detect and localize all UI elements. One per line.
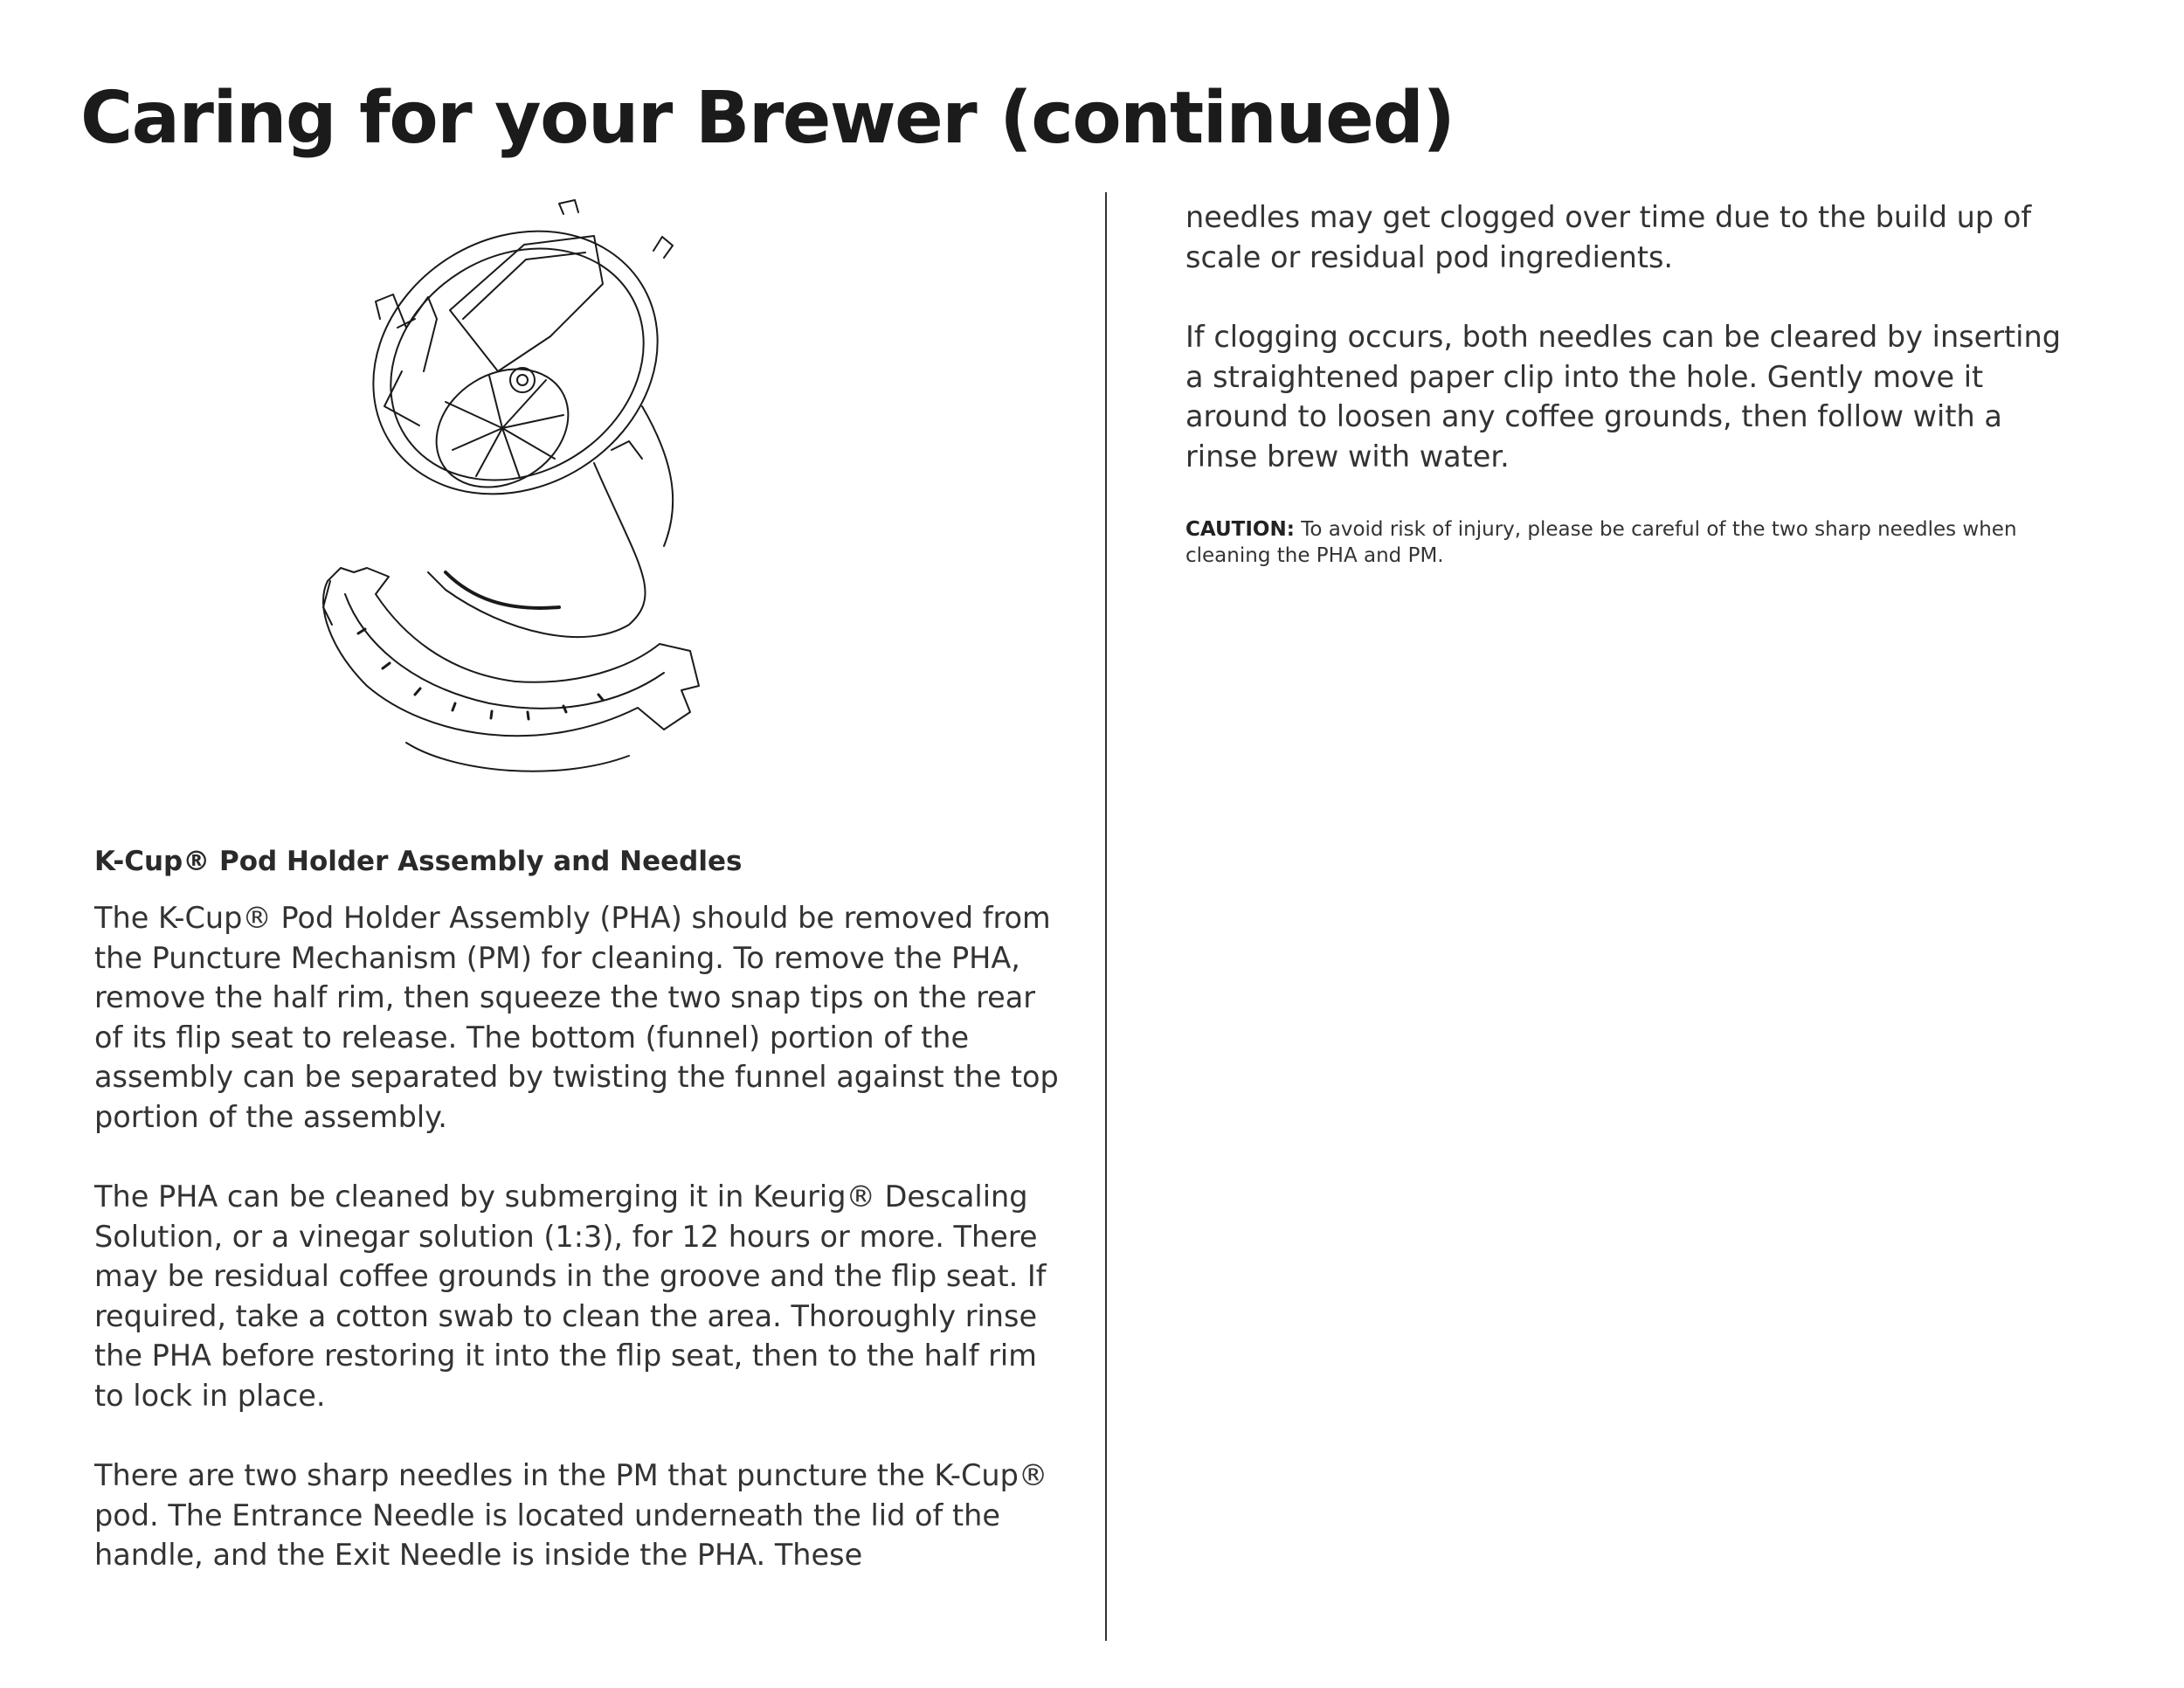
k-cup-pod-holder-assembly-diagram bbox=[297, 197, 751, 799]
rim-notch-left-shape bbox=[384, 371, 419, 425]
inner-window-shape bbox=[450, 236, 603, 371]
paragraph-needles-intro: There are two sharp needles in the PM that puncture the K-Cup® pod. The Entrance Needle is located underneath the lid of the handle, and the Exit Needle is inside the PHA. These bbox=[94, 1458, 1048, 1572]
caution-label: CAUTION: bbox=[1185, 518, 1295, 541]
right-column bbox=[1185, 197, 2077, 569]
exit-needle-hole-shape bbox=[510, 368, 535, 392]
inner-window-edge-shape bbox=[463, 253, 585, 319]
section-heading: K-Cup® Pod Holder Assembly and Needles bbox=[94, 846, 743, 877]
funnel-side-shape bbox=[642, 406, 673, 546]
paragraph-pha-removal: The K-Cup® Pod Holder Assembly (PHA) should be removed from the Puncture Mechanism (PM) for cleaning. To remove the PHA, remove the half rim, then squeeze the two snap tips on the rear of its flip seat to release. The bottom (funnel) portion of the assembly can be separated by twisting the funnel against the top portion of the assembly. bbox=[94, 901, 1059, 1134]
paragraph-pha-cleaning: The PHA can be cleaned by submerging it in Keurig® Descaling Solution, or a vinegar solution (1:3), for 12 hours or more. There may be residual coffee grounds in the groove and the flip seat. If required, take a cotton swab to clean the area. Thoroughly rinse the PHA before restoring it into the flip seat, then to the half rim to lock in place. bbox=[94, 1180, 1047, 1413]
half-rim-shape bbox=[323, 568, 699, 736]
cup-outer-rim-shape bbox=[324, 197, 708, 547]
left-column bbox=[94, 846, 1064, 1615]
half-rim-inner-shape bbox=[345, 594, 664, 709]
half-rim-bottom-edge-shape bbox=[406, 743, 629, 771]
rim-notch-right-shape bbox=[612, 441, 642, 459]
exit-needle-tip-shape bbox=[517, 375, 528, 385]
top-tab-shape bbox=[559, 200, 578, 214]
page-title: Caring for your Brewer (continued) bbox=[80, 77, 1455, 160]
caution-text: To avoid risk of injury, please be careful of the two sharp needles when cleaning the PHA and PM. bbox=[1185, 518, 2017, 567]
caution-note bbox=[1185, 516, 2077, 569]
funnel-body-shape bbox=[428, 463, 646, 637]
paragraph-needles-clogging: needles may get clogged over time due to the build up of scale or residual pod ingredients. bbox=[1185, 200, 2032, 274]
paragraph-clearing-needles: If clogging occurs, both needles can be cleared by inserting a straightened paper clip into the hole. Gently move it around to loosen any coffee grounds, then follow with a rinse brew with water. bbox=[1185, 320, 2061, 474]
column-divider bbox=[1105, 192, 1107, 1641]
funnel-band-shape bbox=[446, 572, 559, 608]
side-tab-shape bbox=[653, 237, 673, 258]
